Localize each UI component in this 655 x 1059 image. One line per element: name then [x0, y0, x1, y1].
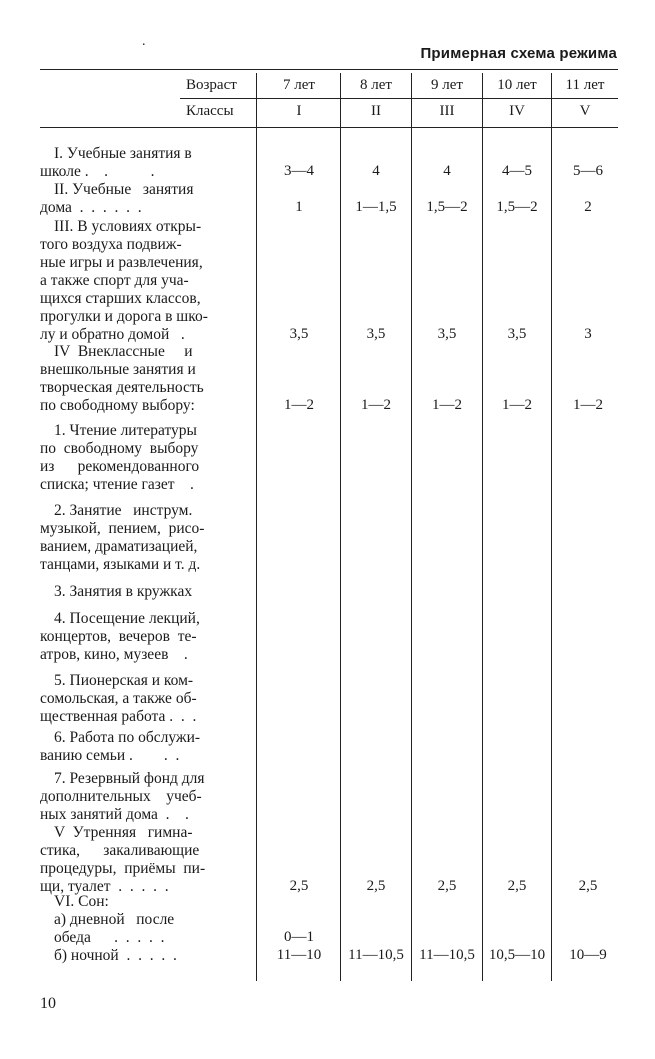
value-cell: 1—2 — [573, 397, 603, 413]
value-cell: 11—10,5 — [419, 947, 475, 963]
running-head: Примерная схема режима — [420, 45, 617, 62]
value-cell: 1—2 — [502, 397, 532, 413]
row-label-line: 6. Работа по обслужи- — [54, 729, 201, 746]
row-label-line: концертов, вечеров те- — [40, 628, 197, 645]
column-rule — [256, 73, 257, 981]
row-label-line: 1. Чтение литературы — [54, 422, 197, 439]
value-cell: 2,5 — [289, 878, 309, 894]
value-cell: 1—1,5 — [355, 199, 397, 215]
margin-mark: . — [142, 34, 146, 49]
row-label-line: щи, туалет . . . . . — [40, 878, 169, 895]
value-cell: 2,5 — [578, 878, 598, 894]
row-label-line: 7. Резервный фонд для — [54, 770, 205, 787]
row-label-line: 2. Занятие инструм. — [54, 502, 193, 519]
header-class: V — [579, 103, 591, 119]
value-cell: 2,5 — [437, 878, 457, 894]
value-cell: 1,5—2 — [496, 199, 538, 215]
row-label-line: а) дневной после — [54, 911, 175, 928]
row-label-line: 3. Занятия в кружках — [54, 583, 193, 600]
header-class: I — [296, 103, 302, 119]
row-label-line: стика, закаливающие — [40, 842, 200, 859]
row-label-line: внешкольные занятия и — [40, 361, 196, 378]
value-cell: 3,5 — [289, 326, 309, 342]
value-cell: 11—10,5 — [348, 947, 404, 963]
header-class: IV — [509, 103, 525, 119]
header-bottom-rule — [40, 127, 618, 128]
value-cell: 2 — [584, 199, 592, 215]
row-label-line: 5. Пионерская и ком- — [54, 672, 194, 689]
header-age: 10 лет — [497, 77, 537, 93]
header-age-label: Возраст — [186, 77, 237, 93]
value-cell: 1—2 — [432, 397, 462, 413]
row-label-line: щихся старших классов, — [40, 290, 201, 307]
row-label-line: IV Внеклассные и — [54, 343, 193, 360]
row-label-line: а также спорт для уча- — [40, 272, 189, 289]
row-label-line: школе . . . — [40, 163, 155, 180]
row-label-line: лу и обратно домой . — [40, 326, 185, 343]
value-cell: 3—4 — [284, 163, 314, 179]
row-label-line: ванием, драматизацией, — [40, 538, 198, 555]
value-cell: 10,5—10 — [488, 947, 546, 963]
value-cell: 2,5 — [507, 878, 527, 894]
value-cell: 10—9 — [569, 947, 607, 963]
header-age: 9 лет — [431, 77, 463, 93]
row-label-line: из рекомендованного — [40, 458, 200, 475]
row-label-line: ванию семьи . . . — [40, 747, 180, 764]
row-label-line: того воздуха подвиж- — [40, 236, 182, 253]
header-class: II — [371, 103, 381, 119]
row-label-line: списка; чтение газет . — [40, 476, 194, 493]
row-label-line: б) ночной . . . . . — [54, 947, 177, 964]
row-label-line: процедуры, приёмы пи- — [40, 860, 206, 877]
value-cell: 1 — [295, 199, 303, 215]
row-label-line: V Утренняя гимна- — [54, 824, 193, 841]
row-label-line: прогулки и дорога в шко- — [40, 308, 208, 325]
row-label-line: III. В условиях откры- — [54, 218, 202, 235]
page-number: 10 — [40, 995, 56, 1012]
row-label-line: дополнительных учеб- — [40, 788, 202, 805]
row-label-line: II. Учебные занятия — [54, 181, 194, 198]
row-label-line: 4. Посещение лекций, — [54, 610, 200, 627]
row-label-line: обеда . . . . . — [54, 929, 165, 946]
value-cell: 5—6 — [573, 163, 603, 179]
row-label-line: I. Учебные занятия в — [54, 145, 192, 162]
header-age: 7 лет — [283, 77, 315, 93]
value-cell: 4 — [372, 163, 380, 179]
row-label-line: атров, кино, музеев . — [40, 646, 188, 663]
header-class: III — [439, 103, 455, 119]
header-age: 11 лет — [565, 77, 605, 93]
header-age: 8 лет — [360, 77, 392, 93]
header-class-label: Классы — [186, 103, 234, 119]
table-top-rule — [40, 69, 618, 70]
value-cell: 3,5 — [437, 326, 457, 342]
value-cell: 1—2 — [284, 397, 314, 413]
value-cell: 4 — [443, 163, 451, 179]
value-cell: 2,5 — [366, 878, 386, 894]
value-cell: 4—5 — [502, 163, 532, 179]
value-cell: 1,5—2 — [426, 199, 468, 215]
row-label-line: VI. Сон: — [54, 893, 109, 910]
row-label-line: творческая деятельность — [40, 379, 204, 396]
row-label-line: по свободному выбору — [40, 440, 199, 457]
value-cell: 3,5 — [366, 326, 386, 342]
value-cell: 11—10 — [276, 947, 322, 963]
header-divider — [180, 98, 618, 99]
row-label-line: сомольская, а также об- — [40, 690, 197, 707]
row-label-line: щественная работа . . . — [40, 708, 197, 725]
value-cell: 3 — [584, 326, 592, 342]
value-cell: 3,5 — [507, 326, 527, 342]
row-label-line: ные игры и развлечения, — [40, 254, 203, 271]
value-cell: 0—1 — [284, 929, 314, 945]
row-label-line: по свободному выбору: — [40, 397, 195, 414]
row-label-line: дома . . . . . . — [40, 199, 142, 216]
value-cell: 1—2 — [361, 397, 391, 413]
row-label-line: танцами, языками и т. д. — [40, 556, 201, 573]
row-label-line: музыкой, пением, рисо- — [40, 520, 205, 537]
row-label-line: ных занятий дома . . — [40, 806, 189, 823]
